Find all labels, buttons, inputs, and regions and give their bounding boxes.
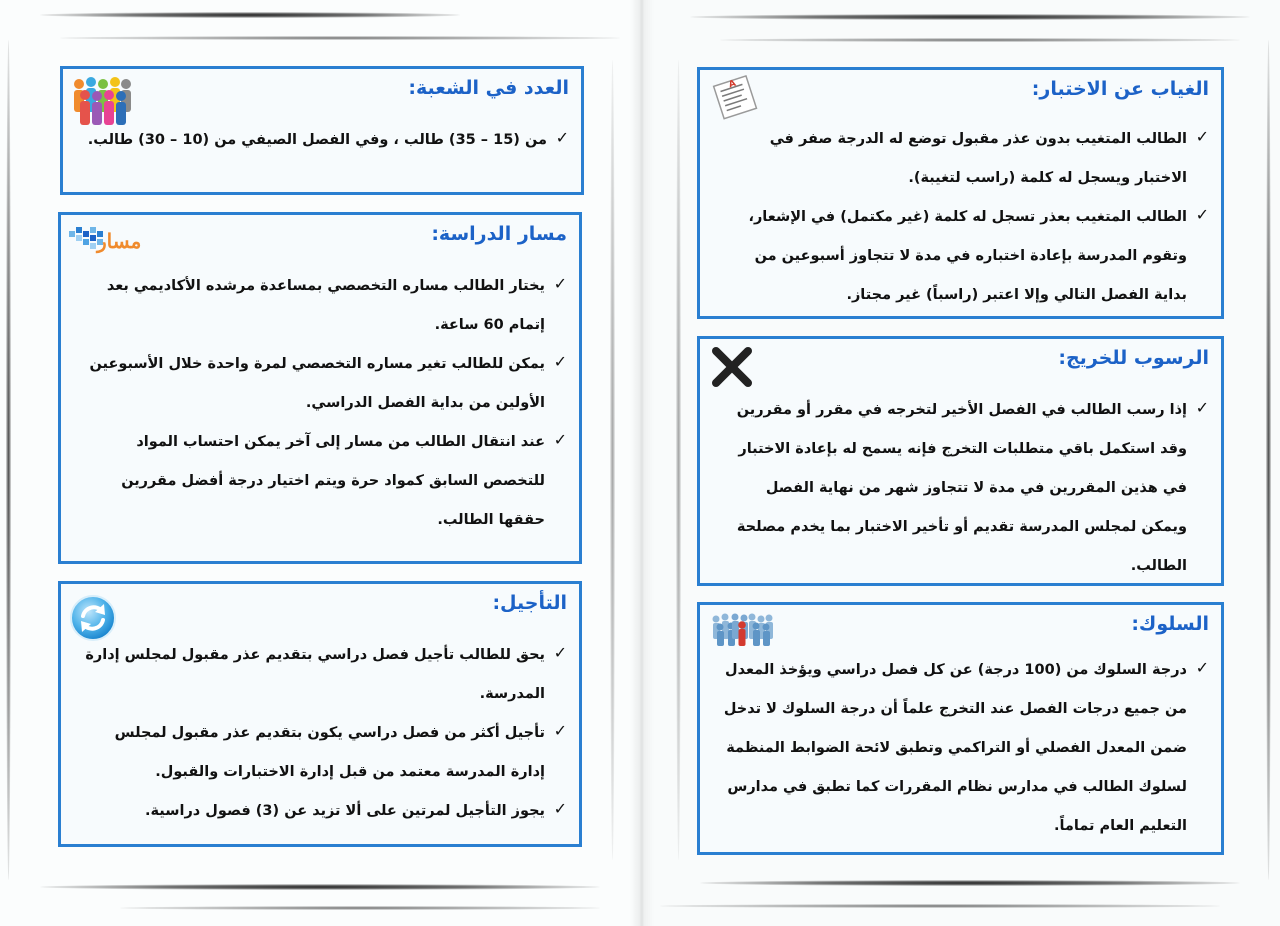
bottom-right-brush-stroke-2 [660, 904, 1220, 908]
study-track-box [58, 212, 582, 564]
people-group-icon [71, 75, 133, 127]
bottom-left-brush-stroke [40, 884, 600, 890]
bottom-right-brush-stroke [700, 880, 1240, 886]
checkmark-icon: ✓ [553, 721, 567, 740]
exam-absence-list [700, 120, 1221, 315]
checkmark-icon: ✓ [553, 352, 567, 371]
list-item: ✓ إذا رسب الطالب في الفصل الأخير لتخرجه في مقرر أو مقررين وقد استكمل باقي متطلبات التخرج فإنه يسمح له بإعادة الاختبار في هذين المقررين في مدة لا تتجاوز شهر من نهاية الفصل ويمكن لمجلس المدرسة تقديم أو تأخير الاختبار بما يخدم مصلحة الطالب. [718, 391, 1209, 586]
masar-logo-icon [67, 223, 142, 259]
class-size-list [63, 121, 581, 160]
top-left-brush-stroke-2 [60, 36, 620, 40]
list-item: ✓ درجة السلوك من (100 درجة) عن كل فصل دراسي ويؤخذ المعدل من جميع درجات الفصل عند التخرج علماً أن درجة السلوك لا تدخل ضمن المعدل الفصلي أو التراكمي وتطبق لائحة الضوابط المنظمة لسلوك الطالب في مدارس نظام المقررات كما تطبق في مدارس التعليم العام تماماً. [718, 651, 1209, 846]
conduct-box [697, 602, 1224, 855]
list-item: ✓ تأجيل أكثر من فصل دراسي يكون بتقديم عذر مقبول لمجلس إدارة المدرسة معتمد من قبل إدارة الاختبارات والقبول. [79, 714, 567, 792]
checkmark-icon: ✓ [553, 643, 567, 662]
center-left-edge-stroke [610, 60, 615, 860]
page-fold-shadow [630, 0, 654, 926]
top-right-brush-stroke-2 [720, 38, 1240, 42]
conduct-title: السلوك: [1131, 613, 1209, 635]
crowd-icon [710, 611, 774, 647]
checkmark-icon: ✓ [553, 799, 567, 818]
postponement-list [61, 636, 579, 831]
list-item: ✓ الطالب المتغيب بعذر تسجل له كلمة (غير مكتمل) في الإشعار، وتقوم المدرسة بإعادة اختباره في مدة لا تتجاوز أسبوعين من بداية الفصل التالي وإلا اعتبر (راسباً) غير مجتاز. [718, 198, 1209, 315]
class-size-title: العدد في الشعبة: [408, 77, 569, 99]
x-mark-icon [710, 345, 754, 389]
graduation-failure-box [697, 336, 1224, 586]
graduation-failure-list [700, 391, 1221, 586]
exam-paper-icon [708, 74, 764, 120]
masar-logo-text: مسار [97, 229, 142, 253]
right-edge-brush-stroke [1266, 40, 1271, 880]
svg-text:A: A [727, 78, 738, 91]
checkmark-icon: ✓ [1195, 658, 1209, 677]
checkmark-icon: ✓ [1195, 205, 1209, 224]
list-item: ✓ يختار الطالب مساره التخصصي بمساعدة مرشده الأكاديمي بعد إتمام 60 ساعة. [79, 267, 567, 345]
study-track-title: مسار الدراسة: [431, 223, 567, 245]
study-track-list [61, 267, 579, 540]
list-item: ✓ الطالب المتغيب بدون عذر مقبول توضع له الدرجة صفر في الاختبار ويسجل له كلمة (راسب لتغيبة). [718, 120, 1209, 198]
checkmark-icon: ✓ [555, 128, 569, 147]
exam-absence-title: الغياب عن الاختبار: [1031, 78, 1209, 100]
checkmark-icon: ✓ [553, 274, 567, 293]
conduct-list [700, 651, 1221, 846]
list-item: ✓ يحق للطالب تأجيل فصل دراسي بتقديم عذر مقبول لمجلس إدارة المدرسة. [79, 636, 567, 714]
top-left-brush-stroke [40, 12, 460, 18]
list-item: ✓ من (15 – 35) طالب ، وفي الفصل الصيفي من (10 – 30) طالب. [81, 121, 569, 160]
postponement-title: التأجيل: [492, 592, 567, 614]
checkmark-icon: ✓ [1195, 127, 1209, 146]
checkmark-icon: ✓ [1195, 398, 1209, 417]
exam-absence-box [697, 67, 1224, 319]
list-item: ✓ يمكن للطالب تغير مساره التخصصي لمرة واحدة خلال الأسبوعين الأولين من بداية الفصل الدراسي. [79, 345, 567, 423]
class-size-box [60, 66, 584, 195]
left-edge-brush-stroke [6, 40, 11, 880]
list-item: ✓ يجوز التأجيل لمرتين على ألا تزيد عن (3) فصول دراسية. [79, 792, 567, 831]
postponement-box [58, 581, 582, 847]
refresh-icon [69, 594, 117, 642]
bottom-left-brush-stroke-2 [120, 906, 600, 910]
list-item: ✓ عند انتقال الطالب من مسار إلى آخر يمكن احتساب المواد للتخصص السابق كمواد حرة ويتم اختيار درجة أفضل مقررين حققها الطالب. [79, 423, 567, 540]
center-right-edge-stroke [676, 60, 681, 860]
graduation-failure-title: الرسوب للخريج: [1058, 347, 1209, 369]
top-right-brush-stroke [690, 14, 1250, 20]
checkmark-icon: ✓ [553, 430, 567, 449]
